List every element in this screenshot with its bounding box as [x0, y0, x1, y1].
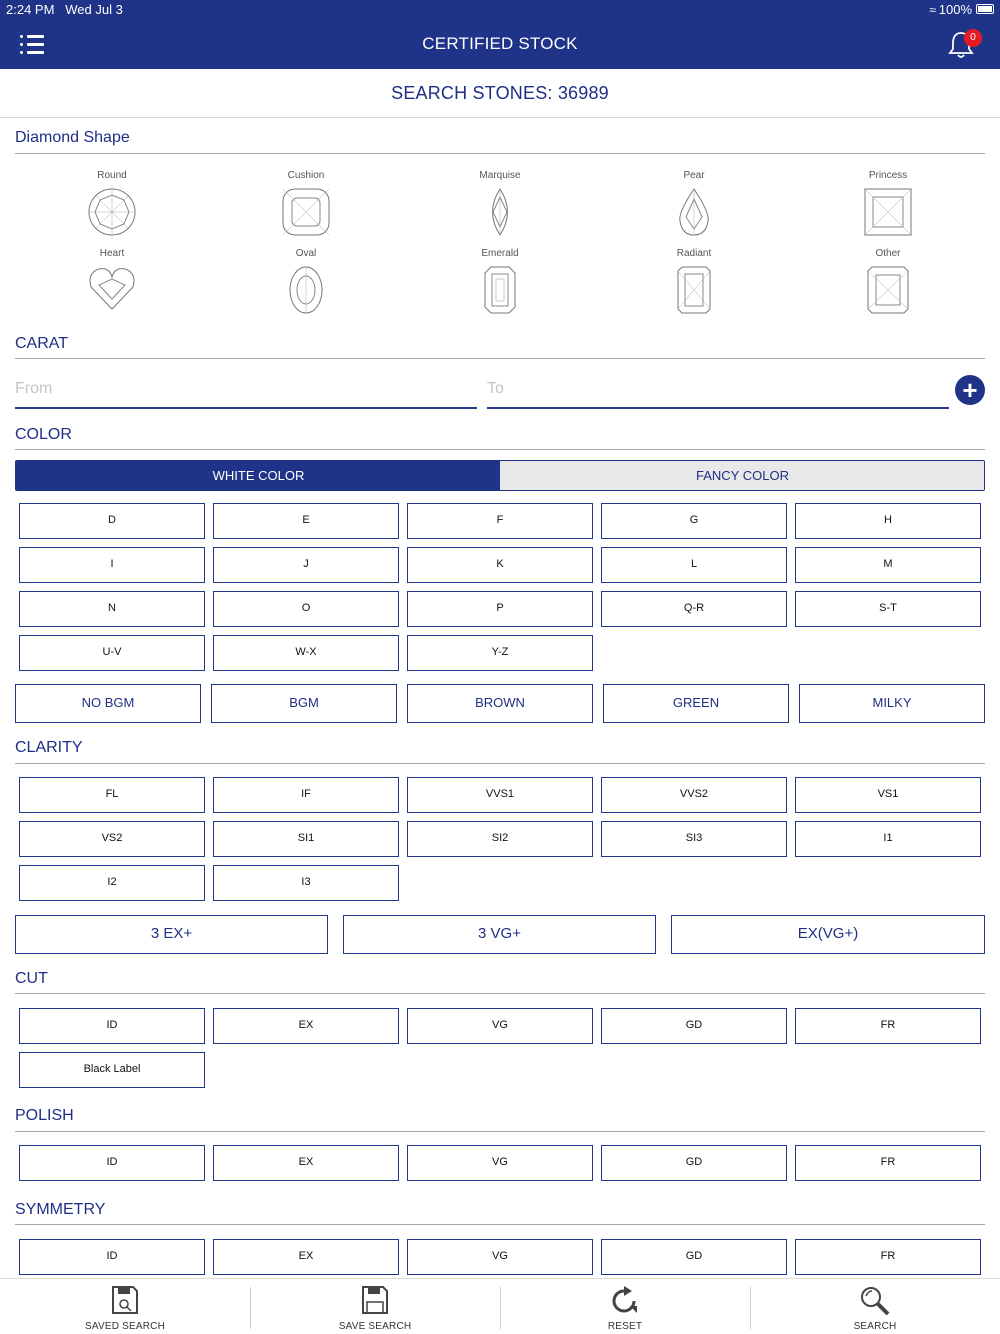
clarity-quick-button[interactable]: 3 EX+ [15, 915, 328, 954]
color-chip[interactable]: Y-Z [407, 635, 593, 671]
shape-cushion[interactable] [246, 170, 366, 237]
color-chip[interactable]: I [19, 547, 205, 583]
divider [15, 993, 985, 994]
clarity-chip[interactable]: SI2 [407, 821, 593, 857]
cut-title: CUT [15, 970, 48, 987]
pear-shape-icon [676, 187, 712, 237]
polish-chip[interactable]: FR [795, 1145, 981, 1181]
cut-chip[interactable]: ID [19, 1008, 205, 1044]
polish-chip[interactable]: ID [19, 1145, 205, 1181]
app-header [0, 0, 1000, 69]
color-chip[interactable]: G [601, 503, 787, 539]
status-time-text: 2:24 PM [6, 2, 55, 17]
tab-label: RESET [607, 1321, 643, 1332]
tab-reset[interactable] [500, 1279, 750, 1334]
cut-chip[interactable]: Black Label [19, 1052, 205, 1088]
reset-icon [610, 1286, 640, 1316]
battery-icon [976, 4, 994, 14]
polish-chip[interactable]: EX [213, 1145, 399, 1181]
shape-emerald[interactable] [440, 248, 560, 315]
status-time [6, 2, 123, 17]
clarity-title: CLARITY [15, 739, 83, 756]
emerald-shape-icon [483, 265, 517, 315]
bottom-tab-bar [0, 1278, 1000, 1334]
round-shape-icon [87, 187, 137, 237]
clarity-quick-button[interactable]: 3 VG+ [343, 915, 656, 954]
shape-label: Emerald [481, 248, 519, 259]
add-carat-range-button[interactable]: + [955, 375, 985, 405]
color-chip[interactable]: J [213, 547, 399, 583]
cushion-shape-icon [281, 187, 331, 237]
color-type-toggle [15, 460, 985, 491]
tab-white-color[interactable]: WHITE COLOR [16, 461, 501, 490]
cut-chip[interactable]: VG [407, 1008, 593, 1044]
symmetry-chip[interactable]: GD [601, 1239, 787, 1275]
shape-label: Round [97, 170, 127, 181]
wifi-icon: ≈ [929, 3, 936, 17]
color-chip[interactable]: Q-R [601, 591, 787, 627]
radiant-shape-icon [676, 265, 712, 315]
search-stones-count: SEARCH STONES: 36989 [391, 83, 609, 103]
clarity-chip[interactable]: I2 [19, 865, 205, 901]
color-chip[interactable]: S-T [795, 591, 981, 627]
marquise-shape-icon [485, 187, 515, 237]
divider [0, 117, 1000, 118]
clarity-chip[interactable]: I1 [795, 821, 981, 857]
clarity-chip[interactable]: VVS1 [407, 777, 593, 813]
tab-save-search[interactable] [250, 1279, 500, 1334]
saved-search-icon [111, 1285, 139, 1315]
cut-chip[interactable]: FR [795, 1008, 981, 1044]
color-chip[interactable]: L [601, 547, 787, 583]
divider [15, 763, 985, 764]
princess-shape-icon [863, 187, 913, 237]
shape-label: Oval [295, 248, 317, 259]
cut-chip[interactable]: EX [213, 1008, 399, 1044]
cut-chip[interactable]: GD [601, 1008, 787, 1044]
shape-label: Princess [868, 170, 908, 181]
shape-label: Radiant [676, 248, 712, 259]
color-chip[interactable]: U-V [19, 635, 205, 671]
carat-to-input[interactable]: To [487, 380, 504, 397]
search-icon [859, 1285, 891, 1317]
clarity-chip[interactable]: VS1 [795, 777, 981, 813]
color-chip[interactable]: F [407, 503, 593, 539]
diamond-shape-title: Diamond Shape [15, 129, 130, 146]
symmetry-title: SYMMETRY [15, 1201, 106, 1218]
shape-label: Heart [99, 248, 125, 259]
carat-from-underline [15, 407, 477, 409]
tab-fancy-color[interactable]: FANCY COLOR [500, 461, 985, 490]
color-chip[interactable]: M [795, 547, 981, 583]
clarity-quick-button[interactable]: EX(VG+) [671, 915, 985, 954]
shape-round[interactable] [52, 170, 172, 237]
symmetry-chip[interactable]: EX [213, 1239, 399, 1275]
color-chip[interactable]: P [407, 591, 593, 627]
shape-marquise[interactable] [440, 170, 560, 237]
symmetry-chip[interactable]: VG [407, 1239, 593, 1275]
divider [15, 358, 985, 359]
other-shape-icon [866, 265, 910, 315]
color-chip[interactable]: W-X [213, 635, 399, 671]
shape-radiant[interactable] [634, 248, 754, 315]
tab-search[interactable] [750, 1279, 1000, 1334]
polish-chip[interactable]: GD [601, 1145, 787, 1181]
divider [15, 153, 985, 154]
color-chip[interactable]: O [213, 591, 399, 627]
carat-title: CARAT [15, 335, 69, 352]
clarity-chip[interactable]: VVS2 [601, 777, 787, 813]
status-date: Wed Jul 3 [65, 2, 123, 17]
page-title: CERTIFIED STOCK [422, 34, 578, 53]
symmetry-chip[interactable]: FR [795, 1239, 981, 1275]
shape-pear[interactable] [634, 170, 754, 237]
shape-oval[interactable] [246, 248, 366, 315]
clarity-chip[interactable]: SI1 [213, 821, 399, 857]
shape-princess[interactable] [828, 170, 948, 237]
color-extra-chip[interactable]: BGM [211, 684, 397, 723]
polish-chip[interactable]: VG [407, 1145, 593, 1181]
color-extra-chip[interactable]: NO BGM [15, 684, 201, 723]
clarity-chip[interactable]: FL [19, 777, 205, 813]
shape-label: Cushion [287, 170, 325, 181]
tab-label: SEARCH [853, 1321, 897, 1332]
shape-label: Marquise [479, 170, 521, 181]
symmetry-chip[interactable]: ID [19, 1239, 205, 1275]
clarity-chip[interactable]: IF [213, 777, 399, 813]
color-chip[interactable]: H [795, 503, 981, 539]
shape-other[interactable] [828, 248, 948, 315]
color-extra-chip[interactable]: GREEN [603, 684, 789, 723]
shape-heart[interactable] [52, 248, 172, 311]
shape-label: Other [875, 248, 901, 259]
polish-title: POLISH [15, 1107, 74, 1124]
tab-label: SAVED SEARCH [84, 1321, 165, 1332]
color-extra-chip[interactable]: BROWN [407, 684, 593, 723]
color-chip[interactable]: E [213, 503, 399, 539]
color-title: COLOR [15, 426, 72, 443]
notification-badge: 0 [964, 29, 982, 47]
color-chip[interactable]: N [19, 591, 205, 627]
divider [15, 1224, 985, 1225]
color-chip[interactable]: D [19, 503, 205, 539]
clarity-chip[interactable]: SI3 [601, 821, 787, 857]
color-extra-chip[interactable]: MILKY [799, 684, 985, 723]
tab-saved-search[interactable] [0, 1279, 250, 1334]
carat-to-underline [487, 407, 949, 409]
heart-shape-icon [87, 265, 137, 311]
tab-label: SAVE SEARCH [338, 1321, 412, 1332]
clarity-chip[interactable]: VS2 [19, 821, 205, 857]
divider [15, 449, 985, 450]
save-icon [361, 1285, 389, 1315]
battery-percent: 100% [938, 2, 972, 17]
clarity-chip[interactable]: I3 [213, 865, 399, 901]
shape-label: Pear [683, 170, 705, 181]
oval-shape-icon [288, 265, 324, 315]
divider [15, 1131, 985, 1132]
color-chip[interactable]: K [407, 547, 593, 583]
carat-from-input[interactable]: From [15, 380, 53, 397]
